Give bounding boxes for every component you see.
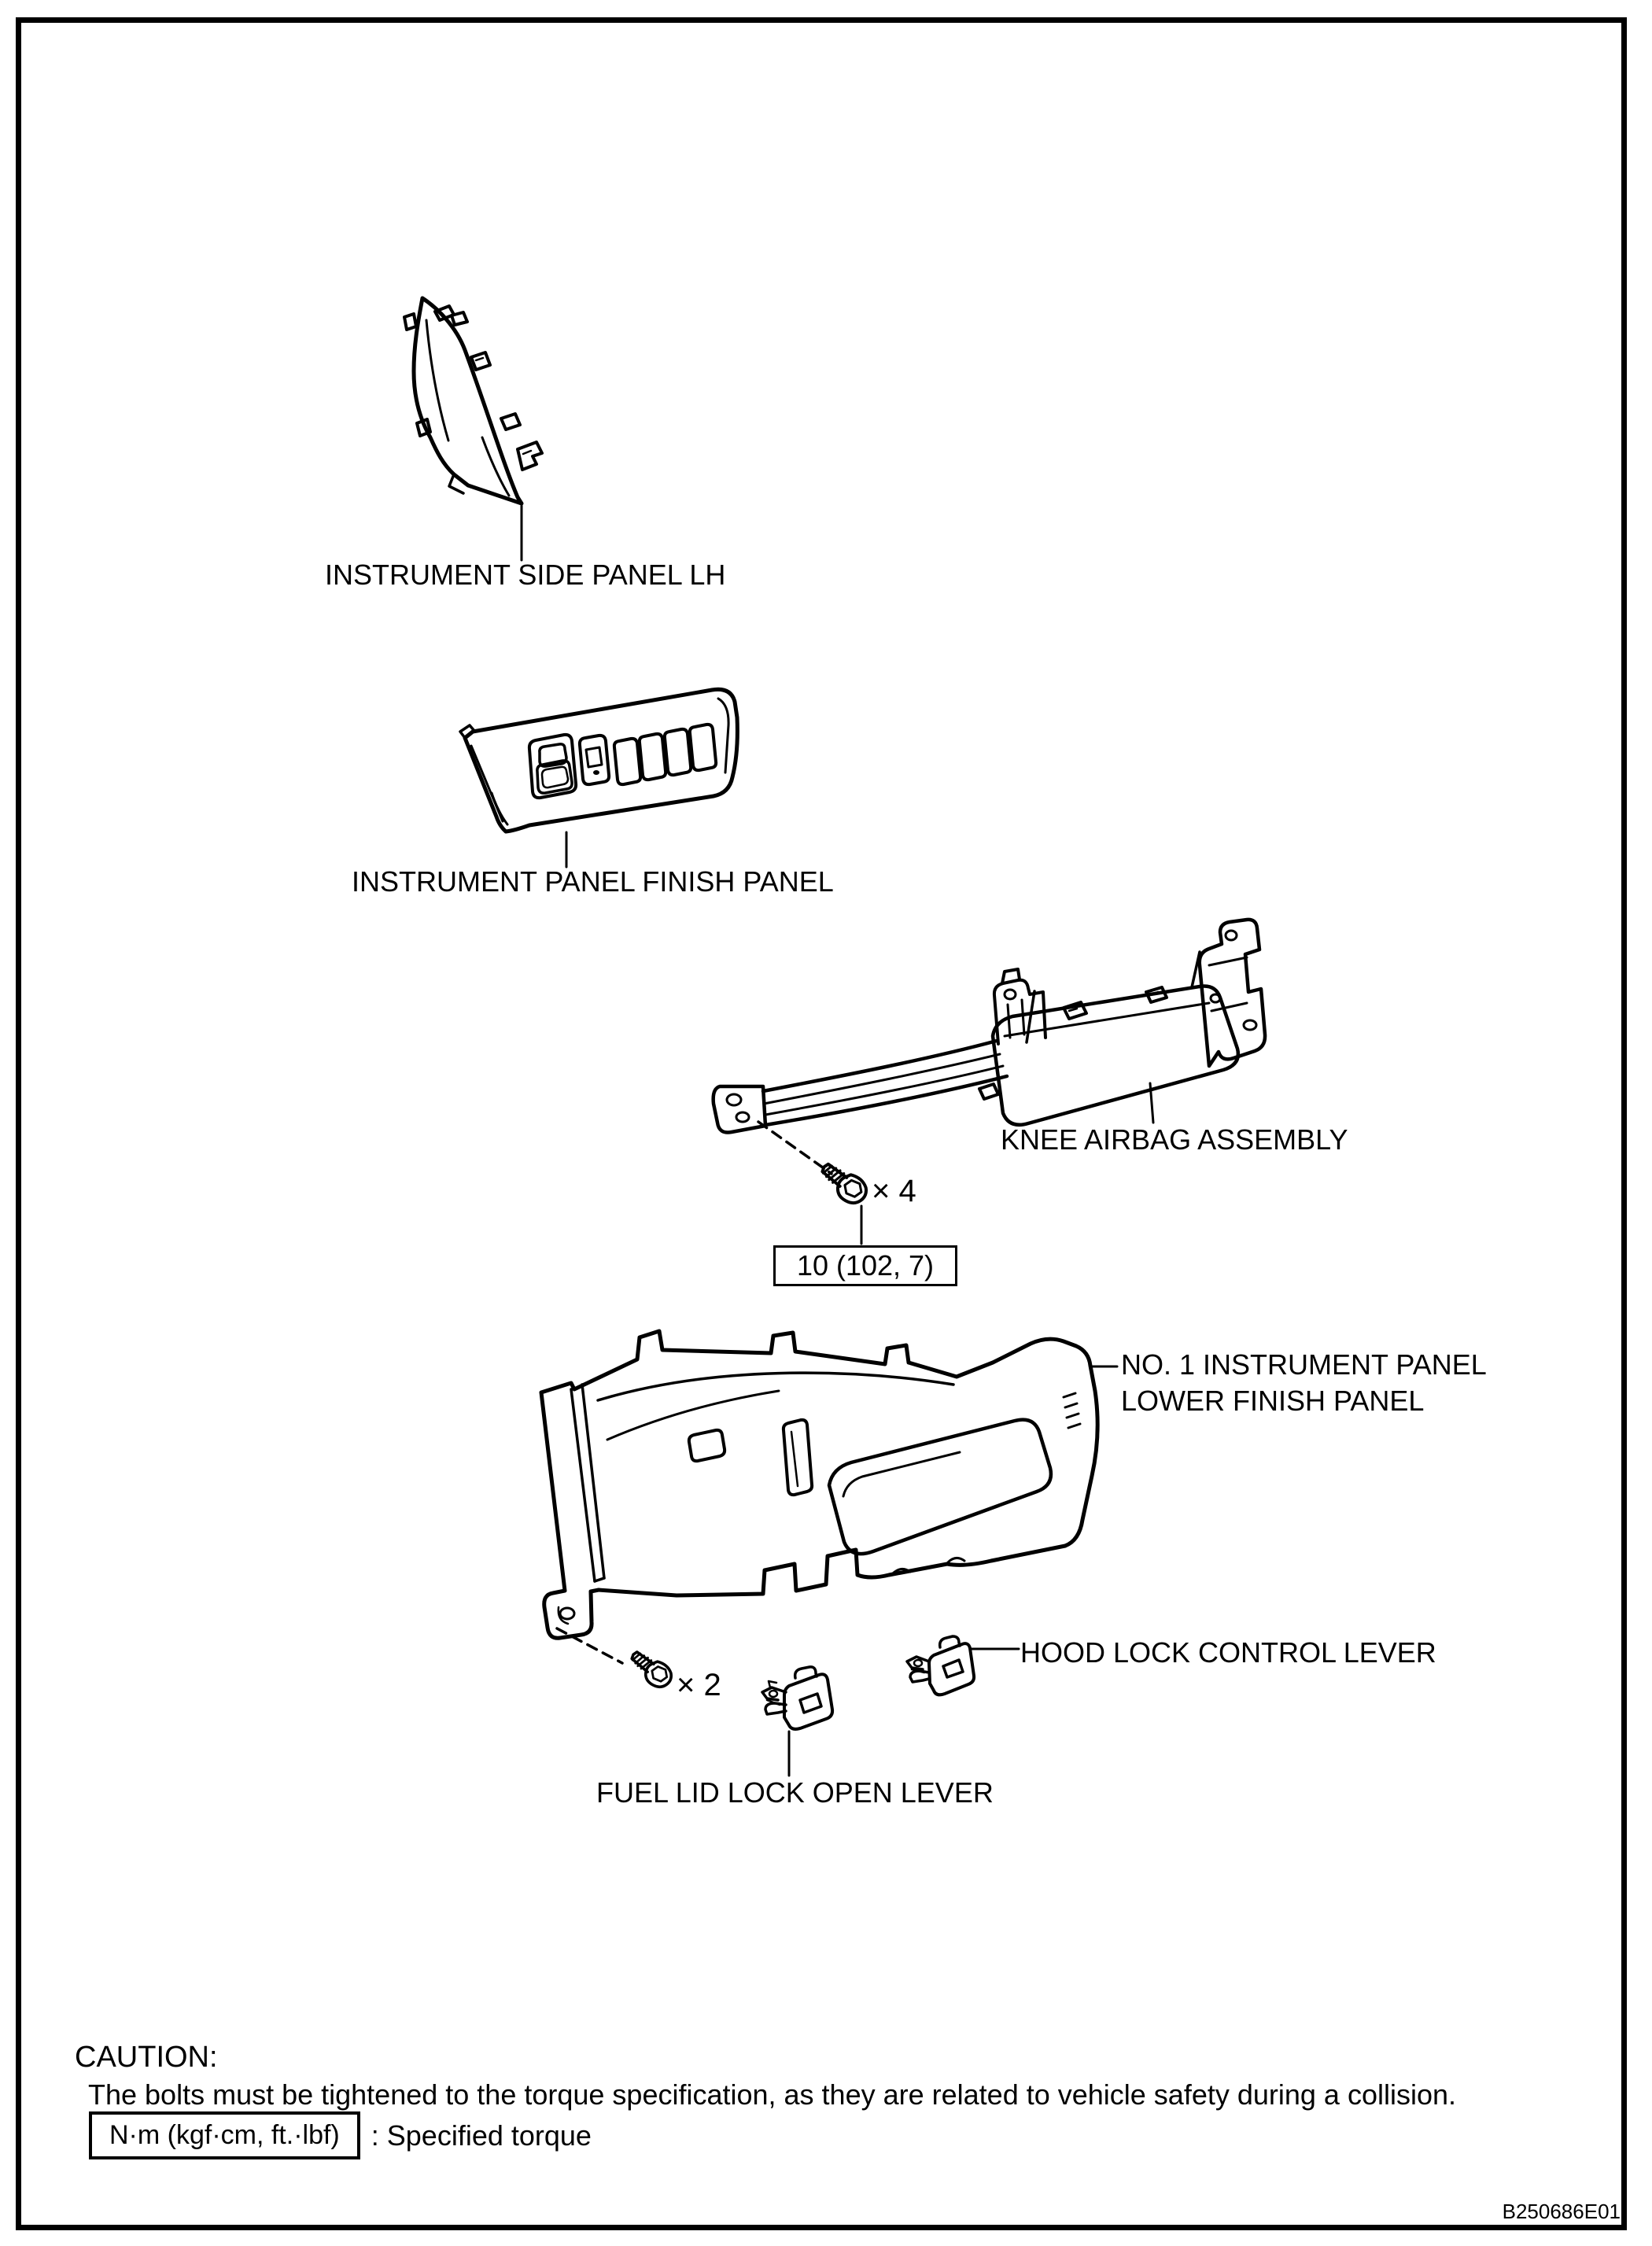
bolt-upper-art bbox=[758, 1122, 872, 1244]
fuel-lid-lever-drawing bbox=[743, 1656, 846, 1782]
hood-lock-lever-drawing bbox=[893, 1627, 1031, 1702]
diagram-code: B250686E01 bbox=[1502, 2200, 1621, 2223]
hood-lock-lever-art bbox=[907, 1636, 1019, 1695]
qty-x4-label: × 4 bbox=[872, 1174, 916, 1208]
side-panel-art bbox=[404, 298, 542, 560]
lower-panel-label bbox=[1121, 1347, 1487, 1419]
torque-legend-row bbox=[89, 2111, 592, 2159]
side-panel-label: INSTRUMENT SIDE PANEL LH bbox=[325, 559, 726, 591]
lower-panel-label-line1: NO. 1 INSTRUMENT PANEL bbox=[1121, 1348, 1487, 1381]
finish-panel-drawing bbox=[452, 677, 767, 873]
bolt-lower-dashed-line bbox=[557, 1628, 622, 1663]
knee-airbag-art bbox=[714, 920, 1265, 1133]
caution-title: CAUTION: bbox=[75, 2041, 218, 2074]
qty-x2-label: × 2 bbox=[677, 1668, 721, 1702]
bolt-icon bbox=[816, 1157, 872, 1208]
instrument-side-panel-drawing bbox=[389, 275, 594, 578]
hood-lock-label: HOOD LOCK CONTROL LEVER bbox=[1020, 1636, 1436, 1669]
lower-panel-art bbox=[541, 1331, 1117, 1663]
finish-panel-art bbox=[460, 689, 737, 867]
torque-legend-meaning: : Specified torque bbox=[371, 2119, 592, 2152]
bolt-upper-dashed-line bbox=[758, 1122, 832, 1174]
lower-panel-label-line2: LOWER FINISH PANEL bbox=[1121, 1385, 1425, 1417]
torque-legend-box: N·m (kgf·cm, ft.·lbf) bbox=[89, 2111, 360, 2159]
fuel-lid-lever-art bbox=[762, 1667, 832, 1776]
finish-panel-label: INSTRUMENT PANEL FINISH PANEL bbox=[352, 865, 834, 898]
torque-spec-box bbox=[773, 1245, 957, 1286]
torque-spec-value: 10 (102, 7) bbox=[796, 1249, 935, 1282]
caution-body: The bolts must be tightened to the torque specification, as they are related to vehicle safety during a collision. bbox=[88, 2078, 1457, 2111]
knee-airbag-label: KNEE AIRBAG ASSEMBLY bbox=[1001, 1123, 1348, 1156]
bolt-icon bbox=[625, 1646, 676, 1692]
fuel-lid-label: FUEL LID LOCK OPEN LEVER bbox=[596, 1776, 994, 1809]
lower-panel-drawing bbox=[519, 1314, 1133, 1668]
